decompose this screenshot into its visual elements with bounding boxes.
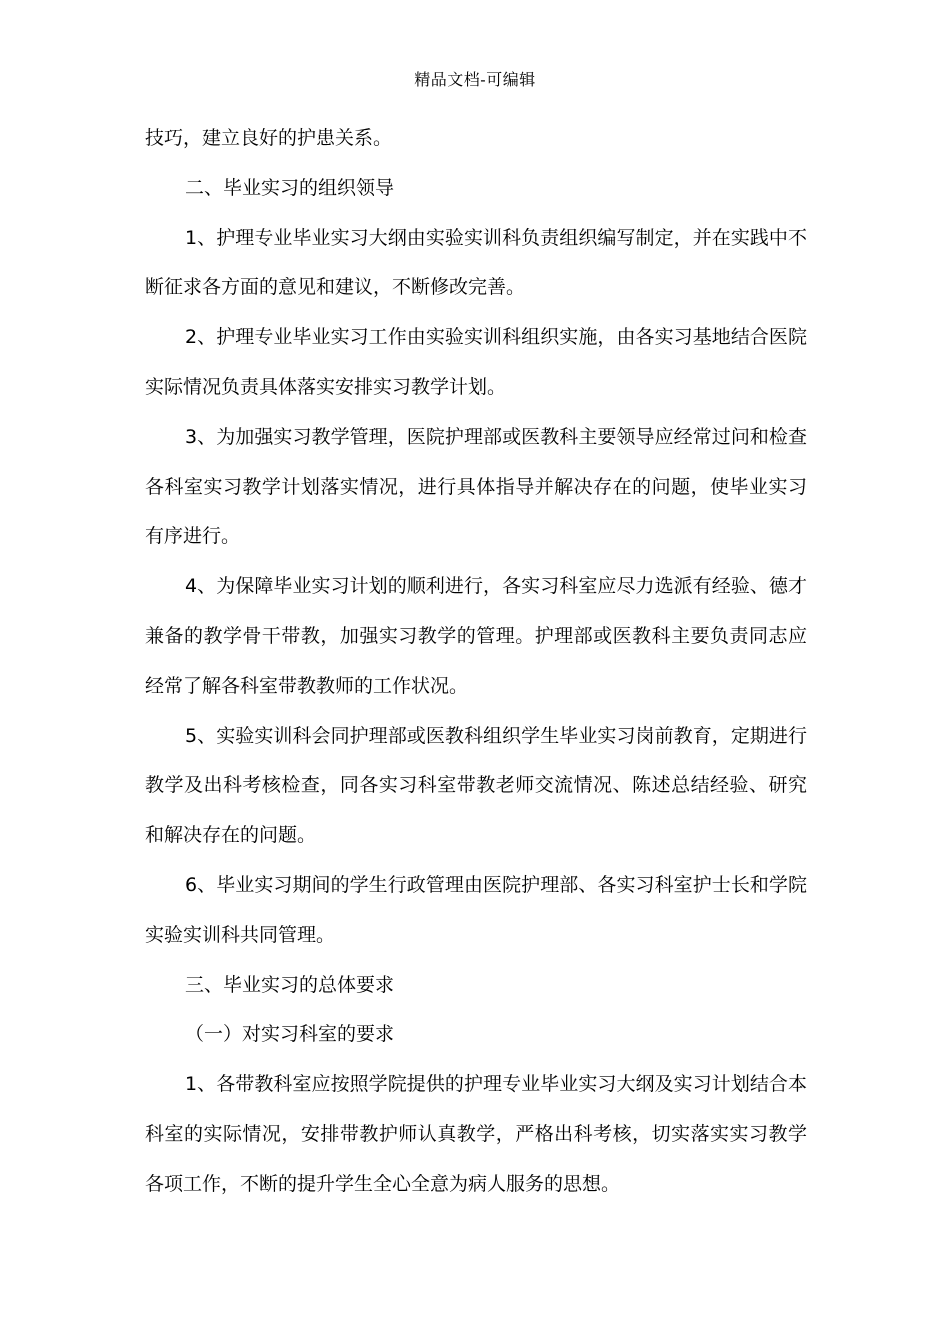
list-item: 2、护理专业毕业实习工作由实验实训科组织实施，由各实习基地结合医院实际情况负责具体落实安排实习教学计划。 [145, 326, 807, 398]
document-body [145, 114, 807, 1210]
section-heading-organization: 二、毕业实习的组织领导 [185, 176, 395, 199]
list-item: 5、实验实训科会同护理部或医教科组织学生毕业实习岗前教育，定期进行教学及出科考核检查，同各实习科室带教老师交流情况、陈述总结经验、研究和解决存在的问题。 [145, 724, 807, 847]
paragraph-continuation: 技巧，建立良好的护患关系。 [145, 127, 393, 149]
sub-heading-department: （一）对实习科室的要求 [185, 1023, 395, 1046]
page-header: 精品文档-可编辑 [414, 70, 536, 89]
list-item: 1、各带教科室应按照学院提供的护理专业毕业实习大纲及实习计划结合本科室的实际情况，安排带教护师认真教学，严格出科考核，切实落实实习教学各项工作，不断的提升学生全心全意为病人服务的思想。 [145, 1073, 807, 1195]
list-item: 1、护理专业毕业实习大纲由实验实训科负责组织编写制定，并在实践中不断征求各方面的意见和建议，不断修改完善。 [145, 226, 807, 299]
list-item: 4、为保障毕业实习计划的顺利进行，各实习科室应尽力选派有经验、德才兼备的教学骨干带教，加强实习教学的管理。护理部或医教科主要负责同志应经常了解各科室带教教师的工作状况。 [145, 575, 807, 697]
list-item: 3、为加强实习教学管理，医院护理部或医教科主要领导应经常过问和检查各科室实习教学计划落实情况，进行具体指导并解决存在的问题，使毕业实习有序进行。 [145, 425, 807, 548]
list-item: 6、毕业实习期间的学生行政管理由医院护理部、各实习科室护士长和学院实验实训科共同管理。 [145, 873, 807, 946]
section-heading-requirements: 三、毕业实习的总体要求 [185, 973, 395, 996]
